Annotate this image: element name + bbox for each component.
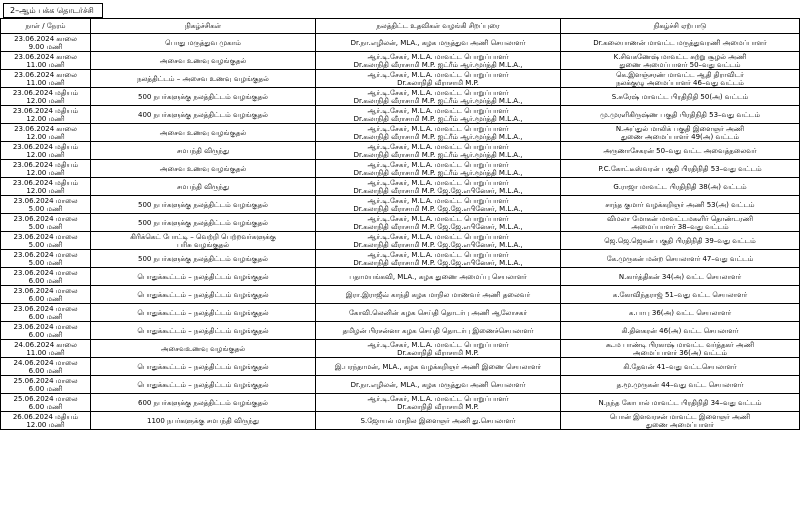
table-row [1, 124, 800, 142]
organizer-cell: பொன் இளவரசன் மாவட்ட இளைஞர் அணி துணை அமைப்பாளர் [561, 412, 800, 430]
table-row [1, 196, 800, 214]
event-cell: 400 நபர்களுக்கு நலத்திட்டம் வழங்குதல் [91, 106, 316, 124]
speakers-cell: ஆர்.டி.சேகர், M.L.A. மாவட்ட பொறுப்பாளர் Dr.கலாநிதி வீராசாமி M.P. ஐட்ரீம் ஆர்.மூர்த்தி M.L.A., [316, 88, 561, 106]
table-row [1, 340, 800, 358]
organizer-cell: மு.முரளிகிருஷ்ண பகுதி பிரதிநிதி 53–வது வட்டம் [561, 106, 800, 124]
speakers-cell: Dr.நா.எழிலன், MLA., கழக மருத்துவ அணி செயலாளர் [316, 376, 561, 394]
date-time-cell: 23.06.2024 மதியம் 12.00 மணி [1, 106, 91, 124]
date-time-cell: 23.06.2024 மாலை 6.00 மணி [1, 268, 91, 286]
organizer-cell: அருணாசேகரன் 50–வது வட்ட அவைத்தலைவர் [561, 142, 800, 160]
event-cell: பொது மருத்துவ முகாம் [91, 34, 316, 52]
date-time-cell: 23.06.2024 மாலை 6.00 மணி [1, 304, 91, 322]
speakers-cell: Dr.நா.எழிலன், MLA., கழக மருத்துவ அணி செயலாளர் [316, 34, 561, 52]
organizer-cell: K.சிவகணேஷ் மாவட்ட சுற்று சூழல் அணி துணை அமைப்பாளர் 50–வது வட்டம் [561, 52, 800, 70]
event-cell: பொதுக்கூட்டம் – நலத்திட்டம் வழங்குதல் [91, 358, 316, 376]
table-row [1, 322, 800, 340]
event-cell: அசைவ உணவு வழங்குதல் [91, 124, 316, 142]
event-cell: சமபந்தி விருந்து [91, 178, 316, 196]
organizer-cell: த.மூ.முருகன் 44–வது வட்ட செயலாளர் [561, 376, 800, 394]
date-time-cell: 23.06.2024 மாலை 5.00 மணி [1, 196, 91, 214]
header-row [1, 19, 800, 34]
table-row [1, 286, 800, 304]
date-time-cell: 23.06.2024 மாலை 6.00 மணி [1, 286, 91, 304]
event-cell: அசைவஉணவு வழங்குதல் [91, 340, 316, 358]
date-time-cell: 23.06.2024 மாலை 5.00 மணி [1, 232, 91, 250]
speakers-cell: இ.பரந்தாமன், MLA., கழக வழக்கறிஞர் அணி இணை செயலாளர் [316, 358, 561, 376]
organizer-cell: கி.தினகரன் 46(அ) வட்ட செயலாளர் [561, 322, 800, 340]
organizer-cell: க.பாபு 36(அ) வட்ட செயலாளர் [561, 304, 800, 322]
organizer-cell: கி.தேவன் 41–வது வட்டசெயலாளர் [561, 358, 800, 376]
header-events: நிகழ்ச்சிகள் [91, 19, 316, 34]
speakers-cell: ஆர்.டி.சேகர், M.L.A. மாவட்ட பொறுப்பாளர் Dr.கலாநிதி வீராசாமி M.P. ஐட்ரீம் ஆர்.மூர்த்தி M.L.A., [316, 142, 561, 160]
table-row [1, 268, 800, 286]
date-time-cell: 23.06.2024 மாலை 5.00 மணி [1, 250, 91, 268]
organizer-cell: விமலா மோகன் மாவட்டமகளிர் தொண்டரணி அமைப்பாளர் 38–வது வட்டம் [561, 214, 800, 232]
speakers-cell: ஆர்.டி.சேகர், M.L.A. மாவட்ட பொறுப்பாளர் Dr.கலாநிதி வீராசாமி M.P. ஐட்ரீம் ஆர்.மூர்த்தி M.L.A., [316, 124, 561, 142]
organizer-cell: N.கார்த்திகன் 34(அ) வட்ட செயலாளர் [561, 268, 800, 286]
organizer-cell: G.ராஜா மாவட்ட பிரதிநிதி 38(அ) வட்டம் [561, 178, 800, 196]
event-cell: 500 நபர்களுக்கு நலத்திட்டம் வழங்குதல் [91, 214, 316, 232]
date-time-cell: 26.06.2024 மதியம் 12.00 மணி [1, 412, 91, 430]
organizer-cell: Dr.கலையாணன் மாவட்ட மருத்துவரணி அமைப்பாளர் [561, 34, 800, 52]
speakers-cell: ஆர்.டி.சேகர், M.L.A. மாவட்ட பொறுப்பாளர் Dr.கலாநிதி வீராசாமி M.P. ஜே.ஜே.எபினேசர், M.L.A., [316, 214, 561, 232]
organizer-cell: சாந்த குமார் வழக்கறிஞர் அணி 53(அ) வட்டம் [561, 196, 800, 214]
event-cell: அசைவ உணவு வழங்குதல் [91, 52, 316, 70]
table-row [1, 214, 800, 232]
header-date-time: நாள் / நேரம் [1, 19, 91, 34]
date-time-cell: 23.06.2024 மதியம் 12.00 மணி [1, 88, 91, 106]
speakers-cell: ஆர்.டி.சேகர், M.L.A. மாவட்ட பொறுப்பாளர் Dr.கலாநிதி வீராசாமி M.P. [316, 340, 561, 358]
header-speakers: நலத்திட்ட உதவிகள் வழங்கி சிறப்புரை [316, 19, 561, 34]
speakers-cell: ஆர்.டி.சேகர், M.L.A. மாவட்ட பொறுப்பாளர் Dr.கலாநிதி வீராசாமி M.P. ஜே.ஜே.எபினேசர், M.L.A., [316, 178, 561, 196]
date-time-cell: 24.06.2024 மாலை 6.00 மணி [1, 358, 91, 376]
speakers-cell: S.ஜோயல் மாநில இளைஞர் அணி து.செயலாளர் [316, 412, 561, 430]
event-cell: 500 நபர்களுக்கு நலத்திட்டம் வழங்குதல் [91, 196, 316, 214]
table-row [1, 88, 800, 106]
table-row [1, 376, 800, 394]
speakers-cell: ஆர்.டி.சேகர், M.L.A. மாவட்ட பொறுப்பாளர் Dr.கலாநிதி வீராசாமி M.P. ஐட்ரீம் ஆர்.மூர்த்தி M.L.A., [316, 160, 561, 178]
event-cell: அசைவ உணவு வழங்குதல் [91, 160, 316, 178]
speakers-cell: தமிழன் பிரசன்னா கழக செய்தி தொடர்பு இணைச்செயலாளர் [316, 322, 561, 340]
date-time-cell: 24.06.2024 காலை 11.00 மணி [1, 340, 91, 358]
date-time-cell: 23.06.2024 மதியம் 12.00 மணி [1, 142, 91, 160]
speakers-cell: பதாமயங்கவி, MLA., கழக துணை அமைப்பு செயலாளர் [316, 268, 561, 286]
table-row [1, 412, 800, 430]
event-cell: கிரிக்கெட் போட்டி – வெற்றி பெற்றவர்களுக்கு பரிசு வழங்குதல் [91, 232, 316, 250]
speakers-cell: ஆர்.டி.சேகர், M.L.A. மாவட்ட பொறுப்பாளர் Dr.கலாநிதி வீராசாமி M.P. [316, 70, 561, 88]
table-row [1, 358, 800, 376]
event-cell: பொதுக்கூட்டம் – நலத்திட்டம் வழங்குதல் [91, 322, 316, 340]
speakers-cell: ஆர்.டி.சேகர், M.L.A. மாவட்ட பொறுப்பாளர் Dr.கலாநிதி வீராசாமி M.P. ஐட்ரீம் ஆர்.மூர்த்தி M.L.A., [316, 106, 561, 124]
date-time-cell: 23.06.2024 காலை 11.00 மணி [1, 70, 91, 88]
event-cell: பொதுக்கூட்டம் – நலத்திட்டம் வழங்குதல் [91, 376, 316, 394]
table-row [1, 232, 800, 250]
date-time-cell: 25.06.2024 மாலை 6.00 மணி [1, 394, 91, 412]
date-time-cell: 23.06.2024 காலை 12.00 மணி [1, 124, 91, 142]
table-row [1, 304, 800, 322]
date-time-cell: 25.06.2024 மாலை 6.00 மணி [1, 376, 91, 394]
event-cell: 500 நபர்களுக்கு நலத்திட்டம் வழங்குதல் [91, 88, 316, 106]
table-row [1, 178, 800, 196]
speakers-cell: இரா.இராஜீவ் காந்தி கழக மாநில மாணவர் அணி தலைவர் [316, 286, 561, 304]
speakers-cell: ஆர்.டி.சேகர், M.L.A. மாவட்ட பொறுப்பாளர் Dr.கலாநிதி வீராசாமி M.P. [316, 394, 561, 412]
organizer-cell: P.C.கோட்டீஸ்வரன் பகுதி பிரதிநிதி 53–வது வட்டம் [561, 160, 800, 178]
organizer-cell: கெ.இளஞ்சரண் மாவட்ட ஆதி திராவிடர் நலக்குழு அமைப்பாளர் 46–வது வட்டம் [561, 70, 800, 88]
header-organizer: நிகழ்ச்சி ஏற்பாடு [561, 19, 800, 34]
event-cell: பொதுக்கூட்டம் – நலத்திட்டம் வழங்குதல் [91, 304, 316, 322]
date-time-cell: 23.06.2024 மதியம் 12.00 மணி [1, 178, 91, 196]
event-cell: 500 நபர்களுக்கு நலத்திட்டம் வழங்குதல் [91, 250, 316, 268]
speakers-cell: ஆர்.டி.சேகர், M.L.A. மாவட்ட பொறுப்பாளர் Dr.கலாநிதி வீராசாமி M.P. ஜே.ஜே.எபினேசர், M.L.A., [316, 232, 561, 250]
organizer-cell: N.அப்துல் மாலிக் பகுதி இளைஞர் அணி துணை அமைப்பாளர் 49(அ) வட்டம் [561, 124, 800, 142]
page-title: 2–ஆம் பக்க தொடர்ச்சி [3, 3, 103, 18]
event-cell: பொதுக்கூட்டம் – நலத்திட்டம் வழங்குதல் [91, 268, 316, 286]
table-row [1, 142, 800, 160]
table-row [1, 106, 800, 124]
date-time-cell: 23.06.2024 காலை 11.00 மணி [1, 52, 91, 70]
speakers-cell: கோவி.லெனின் கழக செய்தி தொடர்பு அணி ஆலோசகர் [316, 304, 561, 322]
table-row [1, 52, 800, 70]
table-row [1, 250, 800, 268]
event-cell: நலத்திட்டம் – அசைவ உணவு வழங்குதல் [91, 70, 316, 88]
organizer-cell: க.கோவிந்தராஜ் 51–வது வட்ட செயலாளர் [561, 286, 800, 304]
speakers-cell: ஆர்.டி.சேகர், M.L.A. மாவட்ட பொறுப்பாளர் Dr.கலாநிதி வீராசாமி M.P. ஜே.ஜே.எபினேசர், M.L.A., [316, 196, 561, 214]
event-cell: 600 நபர்களுக்கு நலத்திட்டம் வழங்குதல் [91, 394, 316, 412]
table-row [1, 70, 800, 88]
organizer-cell: N.நந்த கோபால் மாவட்ட பிரதிநிதி 34–வது வட்டம் [561, 394, 800, 412]
event-cell: பொதுக்கூட்டம் – நலத்திட்டம் வழங்குதல் [91, 286, 316, 304]
speakers-cell: ஆர்.டி.சேகர், M.L.A. மாவட்ட பொறுப்பாளர் Dr.கலாநிதி வீராசாமி M.P. ஜே.ஜே.எபினேசர், M.L.A., [316, 250, 561, 268]
table-row [1, 34, 800, 52]
organizer-cell: கூ.ம பாண்டி பிரகாஷ் மாவட்ட வர்த்தகர் அணி அமைப்பாளர் 36(அ) வட்டம் [561, 340, 800, 358]
event-cell: 1100 நபர்களுக்கு சமபந்தி விருந்து [91, 412, 316, 430]
date-time-cell: 23.06.2024 மதியம் 12.00 மணி [1, 160, 91, 178]
date-time-cell: 23.06.2024 மாலை 6.00 மணி [1, 322, 91, 340]
speakers-cell: ஆர்.டி.சேகர், M.L.A. மாவட்ட பொறுப்பாளர் Dr.கலாநிதி வீராசாமி M.P. ஐட்ரீம் ஆர்.மூர்த்தி M.L.A., [316, 52, 561, 70]
event-cell: சமபந்தி விருந்து [91, 142, 316, 160]
organizer-cell: S.சுரேஷ் மாவட்ட பிரதிநிதி 50(அ) வட்டம் [561, 88, 800, 106]
date-time-cell: 23.06.2024 காலை 9.00 மணி [1, 34, 91, 52]
table-row [1, 394, 800, 412]
organizer-cell: ஜெ.ஜெ.ஜெகன் பகுதி பிரதிநிதி 39–வது வட்டம் [561, 232, 800, 250]
schedule-table [0, 18, 800, 430]
organizer-cell: கே.முருகன் மன்ற செயலாளர் 47–வது வட்டம் [561, 250, 800, 268]
date-time-cell: 23.06.2024 மாலை 5.00 மணி [1, 214, 91, 232]
table-row [1, 160, 800, 178]
